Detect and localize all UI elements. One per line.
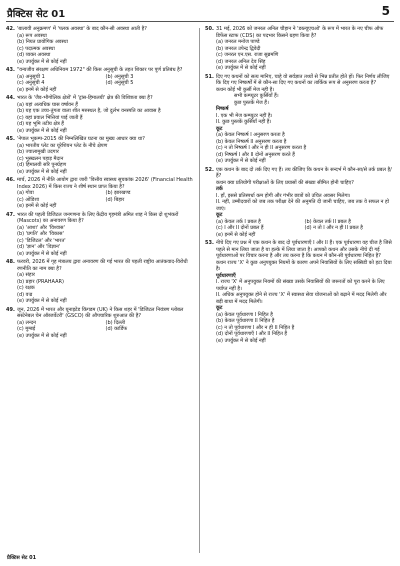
question-body [216, 26, 393, 72]
answer-option: (a) केवल पूर्वधारणा I निहित है [216, 311, 273, 318]
question-text: 'बालावी अनुक्रमण' में 'पलक अवस्था' के बाद कौन-सी अवस्था आती है? [17, 26, 147, 32]
question-body [17, 67, 194, 93]
question-line: पूर्वधारणाएँ [216, 272, 236, 279]
question [205, 26, 393, 72]
answer-option: (a) जनरल मनोज पाण्डे [216, 39, 260, 45]
right-column [205, 26, 393, 346]
question-body [216, 74, 393, 165]
question-body [17, 259, 194, 305]
answer-option: (b) नियत प्रायोगिक अवस्था [17, 39, 68, 45]
answer-option: (b) 'प्रगति' और 'विकास' [17, 231, 64, 237]
answer-option: (c) जनरल एन.एस. राजा सुब्रमणि [216, 52, 279, 58]
question [6, 67, 194, 93]
question-body [17, 136, 194, 175]
question-text: 31 मई, 2026 को जनरल अनिल चौहान ने 'डब्ल्यूएचओ' के रूप में भारत के नए चीफ ऑफ डिफेंस स्टाफ (CDS) का पदभार किसने ग्रहण किया है? [216, 26, 384, 39]
answer-option: (d) बिहार [105, 196, 125, 203]
answer-option: (e) उपर्युक्त में से कोई नहीं [17, 298, 67, 304]
question-line: कथन क्या प्रतियोगी परीक्षाओं के लिए प्रयासों की संख्या सीमित होनी चाहिए? [216, 179, 354, 186]
answer-option: (c) ओडिशा [17, 196, 40, 203]
answer-option: (b) यह एक उच्च-तुंगता वाला शीत मरुस्थल है, जो दुर्लभ वनस्पति का आवास है [17, 108, 161, 114]
question-number: 52. [205, 166, 214, 173]
options-list [17, 74, 194, 94]
answer-option: (a) संहार [17, 272, 35, 278]
answer-option: (e) इनमें से कोई नहीं [17, 203, 57, 209]
answer-option: (a) केवल तर्क I प्रबल है [216, 218, 261, 225]
question-text: मार्च, 2026 में नीति आयोग द्वारा जारी 'वित्तीय स्वास्थ्य सूचकांक 2026' (Financial Health Index 2026) में किस राज्य ने शीर्ष स्थान प्राप्त किया है? [17, 177, 193, 190]
answer-option: (d) व्यक्त अवस्था [17, 52, 51, 58]
answer-option: (a) लन्दन [17, 319, 36, 326]
question [6, 26, 194, 65]
options-list [17, 102, 194, 135]
answer-option: (a) गोवा [17, 190, 34, 196]
question-number: 45. [6, 136, 15, 142]
question [205, 167, 393, 239]
page-header [0, 0, 400, 24]
answer-option: (e) उपर्युक्त में से कोई नहीं [17, 250, 67, 257]
options-list [17, 143, 194, 176]
question-line: सभी कम्प्यूटर कुर्सियाँ हैं। [234, 93, 279, 99]
question-line: कथन कोई भी कुर्सी मेज नहीं है। [216, 86, 275, 93]
answer-option: (d) न तो I और न ही II प्रबल है [304, 225, 363, 231]
answer-option: (c) अनुसूची 4 [17, 80, 45, 86]
question-text: एक कथन के बाद दो तर्क दिए गए हैं। तय कीजिए कि कथन के सन्दर्भ में कौन-सा/से तर्क प्रबल है/हैं? [216, 166, 392, 179]
answer-option: (b) ज्वालामुखी उदगार [17, 149, 59, 155]
answer-option: (e) इनमें से कोई नहीं [216, 231, 256, 238]
answer-option: (d) निष्कर्ष I और II दोनों अनुसरण करते हैं [216, 151, 295, 158]
question-text: भारत की पहली डिजिटल जनगणना के लिए केंद्रीय गृहमंत्री अमित शाह ने किस दो शुभंकरों (Mascots) का अनावरण किया है? [17, 211, 179, 224]
answer-option: (d) अनुसूची 5 [105, 80, 134, 86]
question-text: "वन्यजीव संरक्षण अधिनियम 1972" की किस अनुसूची के तहत शिकार पर पूर्ण प्रतिबंध है? [17, 67, 183, 73]
question-number: 50. [205, 26, 214, 32]
question-number: 51. [205, 73, 214, 80]
answer-option: (a) भारतीय प्लेट का यूरेशियन प्लेट के नीचे क्षेपण [17, 142, 108, 149]
question [6, 307, 194, 340]
question-line: कूट [216, 212, 223, 218]
options-list [17, 225, 194, 258]
answer-option: (b) प्रहार (PRAHAAR) [17, 278, 64, 285]
question [6, 177, 194, 210]
answer-option: (a) यहां अत्यधिक घास वर्षावन हैं [17, 101, 78, 108]
question-line: I. एक भी मेज कम्प्यूटर नहीं है। [216, 112, 273, 119]
answer-option: (c) मुम्बई [17, 326, 36, 332]
answer-option: (d) कार्डिफ [105, 326, 128, 332]
question [6, 212, 194, 258]
answer-option: (e) उपर्युक्त में से कोई नहीं [17, 332, 67, 339]
question-number: 46. [6, 177, 15, 183]
options-list [17, 190, 194, 210]
answer-option: (e) उपर्युक्त में से कोई नहीं [216, 158, 266, 164]
question-number: 49. [6, 306, 15, 313]
options-list [216, 132, 393, 165]
question-line: I. राज्य 'X' में अनुपयुक्त नियमों की संख्या उसके निवासियों की जरूरतों को पूरा करने के लिए पर्याप्त नहीं है। [216, 279, 385, 292]
answer-option: (c) 'डिजिटल' और 'भारत' [17, 237, 66, 244]
question-body [17, 307, 194, 340]
answer-option: (a) केवल निष्कर्ष I अनुसरण करता है [216, 132, 285, 138]
answer-option: (b) झारखण्ड [105, 190, 131, 196]
answer-option: (b) केवल पूर्वधारणा II निहित है [216, 318, 275, 324]
answer-option: (b) जनरल उपेन्द्र द्विवेदी [216, 45, 261, 52]
answer-option: (c) I और II दोनों प्रबल हैं [216, 225, 264, 231]
question-text: नीचे दिए गए प्रश्न में एक कथन के बाद दो पूर्वधारणाएँ I और II हैं। एक पूर्वधारणा वह चीज है जिसे पहले से मान लिया जाता है या हल्के में लिया जाता है। आपको कथन और उसके नीचे दी गई पूर्वधारणाओं पर विचार करना है और तय करना है कि कथन में कौन-सी पूर्वधारणा निहित है? [216, 240, 392, 259]
answer-option: (b) अनुसूची 3 [105, 73, 134, 80]
answer-option: (c) यहां प्रवाल भित्तियां पाई जाती हैं [17, 114, 83, 121]
question-line: कथन राज्य 'X' ने कुछ अनुपयुक्त नियमों के कारण अपने निवासियों के लिए सब्सिडी को हटा दिया है। [216, 259, 392, 272]
question-line: I. हाँ, इससे प्रतिस्पर्धा कम होगी और गंभीर छात्रों को उचित अवसर मिलेगा। [216, 192, 351, 199]
options-list [17, 33, 194, 66]
options-list [216, 39, 393, 72]
page-footer: प्रैक्टिस सेट 01 [7, 555, 37, 561]
question-text: जून, 2026 में भारत और यूनाइटेड किंगडम (UK) ने किस शहर में 'डिजिटल नियंत्रण ग्लोबल सस्टेनेबल चेन ऑब्जर्वेटरी' (GSCO) की औपचारिक शुरुआत की है? [17, 306, 184, 319]
header-divider [6, 21, 394, 22]
question-number: 47. [6, 211, 15, 218]
question-number: 53. [205, 240, 214, 246]
question-number: 42. [6, 26, 15, 32]
question-line: कूट [216, 125, 223, 132]
question-line: II. कुछ पुस्तकें कुर्सियाँ नहीं हैं। [216, 119, 272, 125]
answer-option: (a) 'आशा' और 'विश्वास' [17, 224, 65, 231]
answer-option: (d) हिमालयी सरि पुनर्ग्रहण [17, 162, 67, 168]
column-divider [199, 28, 200, 553]
question-line: II. नहीं, उम्मीदवारों को जब तक परीक्षा देने की अनुमति दी जानी चाहिए, जब तक वे सफल न हो जाएं। [216, 199, 389, 212]
question [6, 136, 194, 175]
answer-option: (b) दिल्ली [105, 319, 126, 326]
options-list [216, 312, 393, 345]
question-text: दिए गए कथनों को सत्य मानिए, चाहे वो सर्वज्ञात तथ्यों से भिन्न प्रतीत होते हों। फिर निर्णय लीजिए कि दिए गए निष्कर्षों में से कौन-सा दिए गए कथनों का तार्किक रूप से अनुसरण करता है? [216, 73, 390, 86]
answer-option: (e) उपर्युक्त में से कोई नहीं [17, 58, 67, 65]
question-text: 'नेपाल भूकम्प-2015 की निम्नलिखित घटना का मुख्य आधार क्या था? [17, 136, 145, 142]
answer-option: (d) दोनों पूर्वधारणाएँ I और II निहित हैं [216, 331, 288, 337]
answer-option: (d) 'ज्ञान' और 'विज्ञान' [17, 244, 61, 250]
question-number: 48. [6, 259, 15, 265]
answer-option: (a) अनुसूची 1 [17, 73, 45, 80]
question [6, 95, 194, 134]
page-title: प्रैक्टिस सेट 01 [7, 9, 66, 20]
answer-option: (a) रूप अवस्था [17, 32, 47, 39]
answer-option: (b) केवल तर्क II प्रबल है [304, 218, 351, 225]
answer-option: (e) उपर्युक्त में से कोई नहीं [17, 127, 67, 134]
question-line: कूट [216, 305, 223, 311]
options-list [216, 219, 393, 239]
options-list [17, 320, 194, 340]
answer-option: (e) उपर्युक्त में से कोई नहीं [216, 337, 266, 344]
left-column [6, 26, 194, 341]
page-number: 5 [381, 4, 390, 18]
answer-option: (c) न तो पूर्वधारणा I और न ही II निहित है [216, 324, 295, 331]
question-number: 44. [6, 95, 15, 101]
answer-option: (e) इनमें से कोई नहीं [17, 86, 57, 93]
answer-option: (c) रक्षक [17, 285, 35, 291]
question-number: 43. [6, 67, 15, 73]
question-body [17, 177, 194, 210]
question-line: तर्क [216, 186, 223, 192]
answer-option: (d) यह भूमि तटीय क्षेत्र हैं [17, 121, 64, 127]
answer-option: (c) पदात्मक अवस्था [17, 45, 55, 52]
question-line: कुछ पुस्तकें मेज हैं। [234, 99, 269, 106]
answer-option: (b) केवल निष्कर्ष II अनुसरण करता है [216, 138, 287, 145]
question [6, 259, 194, 305]
question-body [17, 212, 194, 258]
question-body [17, 95, 194, 134]
answer-option: (e) उपर्युक्त में से कोई नहीं [216, 65, 266, 71]
question-body [216, 240, 393, 344]
answer-option: (e) उपर्युक्त में से कोई नहीं [17, 168, 67, 175]
answer-option: (c) भूस्खलन पहाड़ मैदान [17, 155, 64, 162]
question-text: भारत के 'जैव-भौगोलिक क्षेत्रों' में 'ट्रांस-हिमालयी' क्षेत्र की विशिष्टता क्या है? [17, 95, 153, 101]
question-body [17, 26, 194, 65]
answer-option: (d) जनरल अनिल देव सिंह [216, 58, 266, 65]
question-text: फरवरी, 2026 में गृह मंत्रालय द्वारा अनावरण की गई भारत की पहली राष्ट्रीय आतंकवाद-विरोधी रणनीति का नाम क्या है? [17, 259, 188, 272]
answer-option: (d) वज्र [17, 291, 33, 298]
answer-option: (c) न तो निष्कर्ष I और न ही II अनुसरण करता है [216, 145, 307, 151]
question-line: निष्कर्ष [216, 106, 229, 112]
options-list [17, 272, 194, 305]
question-body [216, 167, 393, 239]
question-line: II. अधिक अनुपयुक्त होने से राज्य 'X' में स्वास्थ्य सेवा योजनाओं को बढ़ाने में मदद मिलेगी और बड़ी बाधा में मदद मिलेगी। [216, 292, 387, 305]
question [205, 74, 393, 165]
question [205, 240, 393, 344]
